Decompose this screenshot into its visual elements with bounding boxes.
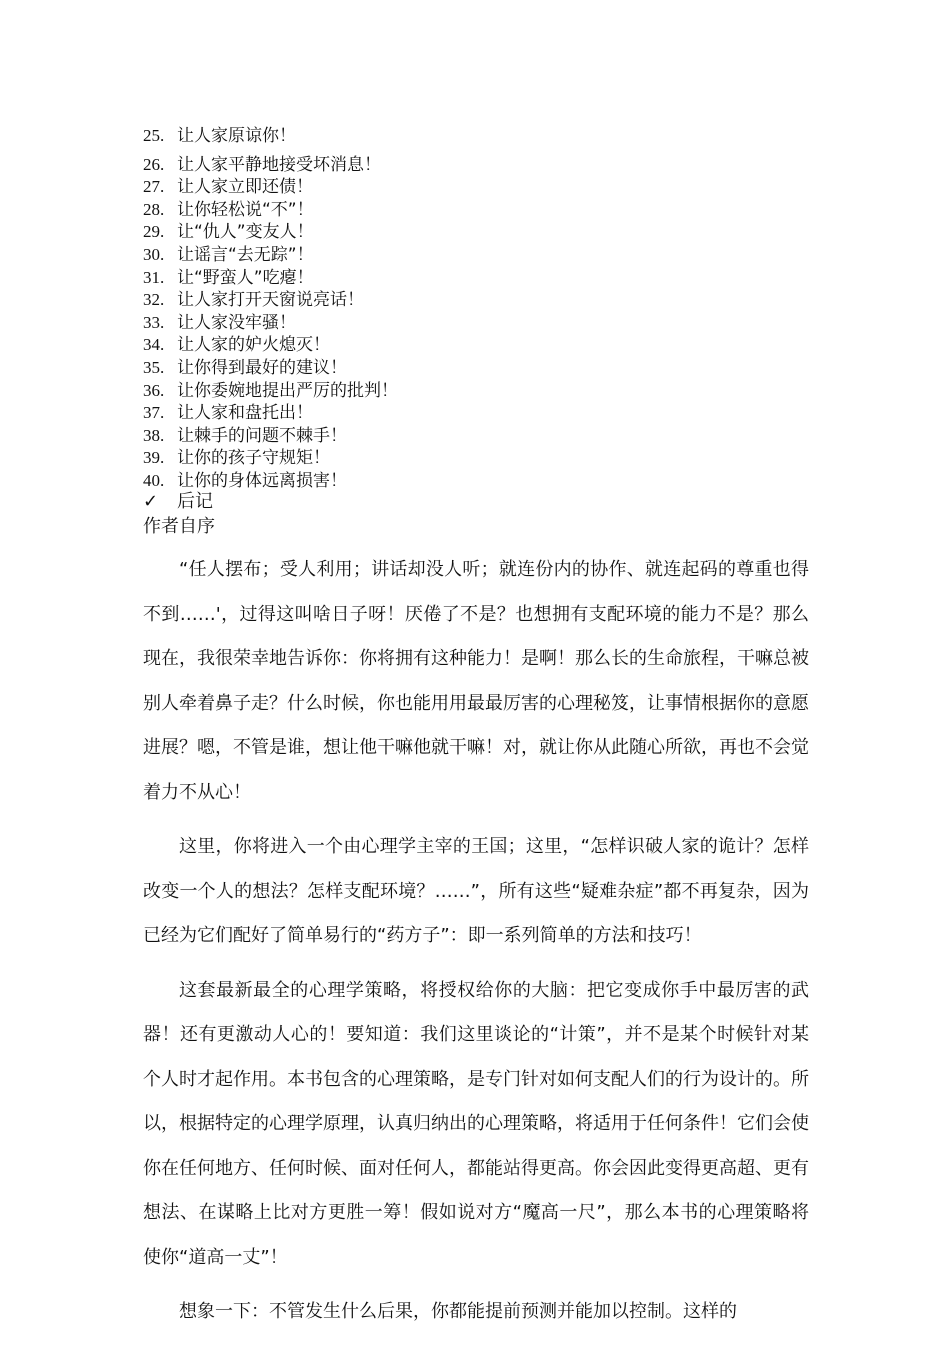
preface-body (143, 548, 809, 1345)
toc-item-label: 让“野蛮人”吃瘪！ (177, 267, 314, 288)
toc-item (143, 312, 823, 335)
toc-item-number: 28. (143, 199, 165, 219)
preface-paragraph: 这里，你将进入一个由心理学主宰的王国；这里，“怎样识破人家的诡计？怎样改变一个人的想法？怎样支配环境？……”，所有这些“疑难杂症”都不再复杂，因为已经为它们配好了简单易行的“药方子”：即一系列简单的方法和技巧！ (143, 836, 809, 946)
toc-item (143, 176, 823, 199)
toc-item-label: 让人家立即还债！ (177, 177, 313, 198)
toc-item-label: 让你的身体远离损害！ (177, 470, 347, 491)
toc-item-label: 让你委婉地提出严厉的批判！ (177, 380, 398, 401)
preface-paragraph: 这套最新最全的心理学策略，将授权给你的大脑：把它变成你手中最厉害的武器！还有更激动人心的！要知道：我们这里谈论的“计策”，并不是某个时候针对某个人时才起作用。本书包含的心理策略，是专门针对如何支配人们的行为设计的。所以，根据特定的心理学原理，认真归纳出的心理策略，将适用于任何条件！它们会使你在任何地方、任何时候、面对任何人，都能站得更高。你会因此变得更高超、更有想法、在谋略上比对方更胜一筹！假如说对方“魔高一尺”，那么本书的心理策略将使你“道高一丈”！ (143, 979, 809, 1268)
toc-afterword-label: 后记 (177, 491, 213, 512)
toc-item (143, 154, 823, 177)
toc-item-label: 让你的孩子守规矩！ (177, 448, 330, 469)
table-of-contents (143, 125, 823, 493)
toc-item-label: 让你得到最好的建议！ (177, 357, 347, 378)
toc-item-label: 让人家和盘托出！ (177, 403, 313, 424)
toc-item-number: 40. (143, 470, 165, 490)
toc-item-number: 35. (143, 357, 165, 377)
toc-item (143, 470, 823, 493)
toc-item-number: 33. (143, 312, 165, 332)
preface-paragraph: 想象一下：不管发生什么后果，你都能提前预测并能加以控制。这样的 (179, 1301, 737, 1322)
toc-item-number: 37. (143, 403, 165, 423)
toc-item-number: 29. (143, 222, 165, 242)
toc-item-number: 26. (143, 154, 165, 174)
toc-item-label: 让“仇人”变友人！ (177, 222, 314, 243)
toc-item-number: 34. (143, 335, 165, 355)
toc-item (143, 357, 823, 380)
toc-item (143, 425, 823, 448)
toc-item-label: 让人家原谅你！ (177, 126, 296, 146)
toc-item-number: 30. (143, 244, 165, 264)
toc-item-label: 让人家打开天窗说亮话！ (177, 290, 364, 311)
toc-item (143, 289, 823, 312)
toc-item-number: 25. (143, 126, 165, 145)
check-icon: ✓ (143, 491, 159, 512)
toc-item (143, 125, 823, 148)
toc-item (143, 199, 823, 222)
toc-item (143, 334, 823, 357)
toc-item (143, 221, 823, 244)
toc-item-number: 31. (143, 267, 165, 287)
toc-item-number: 39. (143, 448, 165, 468)
toc-item (143, 402, 823, 425)
toc-item-number: 27. (143, 177, 165, 197)
preface-heading: 作者自序 (143, 516, 215, 537)
toc-item (143, 267, 823, 290)
toc-item-number: 38. (143, 425, 165, 445)
toc-item-label: 让人家平静地接受坏消息！ (177, 154, 381, 175)
toc-item (143, 244, 823, 267)
toc-item (143, 380, 823, 403)
toc-item-label: 让棘手的问题不棘手！ (177, 425, 347, 446)
toc-item-label: 让人家没牢骚！ (177, 312, 296, 333)
toc-item-label: 让人家的妒火熄灭！ (177, 335, 330, 356)
toc-item-label: 让谣言“去无踪”！ (177, 244, 314, 265)
toc-item (143, 447, 823, 470)
toc-item-number: 32. (143, 290, 165, 310)
toc-item-label: 让你轻松说“不”！ (177, 199, 314, 220)
toc-afterword (143, 490, 213, 514)
preface-paragraph: “任人摆布；受人利用；讲话却没人听；就连份内的协作、就连起码的尊重也得不到……'，过得这叫啥日子呀！厌倦了不是？也想拥有支配环境的能力不是？那么现在，我很荣幸地告诉你：你将拥有这种能力！是啊！那么长的生命旅程，干嘛总被别人牵着鼻子走？什么时候，你也能用用最最厉害的心理秘笈，让事情根据你的意愿进展？嗯，不管是谁，想让他干嘛他就干嘛！对，就让你从此随心所欲，再也不会觉着力不从心！ (143, 559, 809, 803)
toc-item-number: 36. (143, 380, 165, 400)
